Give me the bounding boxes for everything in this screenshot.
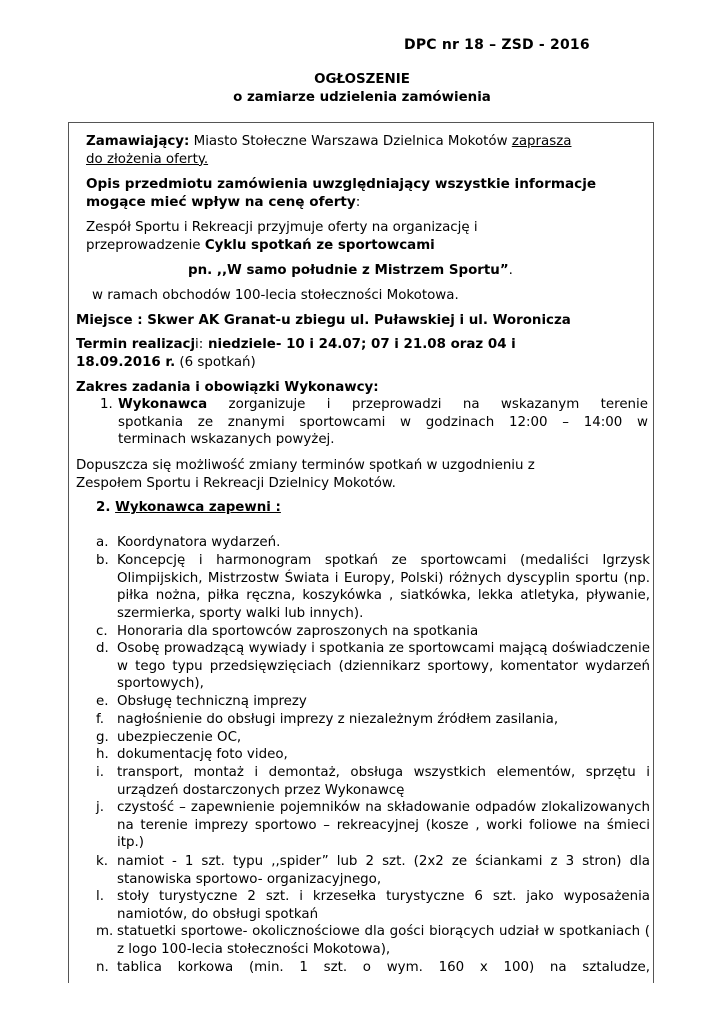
list-item-text: statuetki sportowe- okolicznościowe dla gości biorących udział w spotkaniach ( z logo 100-lecia stołeczności Mokotowa), (117, 924, 650, 957)
list-item (96, 729, 650, 747)
order-description-heading (86, 176, 646, 211)
schedule-dates-2: 18.09.2016 r. (76, 354, 176, 370)
ordering-party-label: Zamawiający: (86, 134, 190, 149)
schedule-label: Termin realizacj (76, 337, 196, 352)
document-number: DPC nr 18 – ZSD - 2016 (404, 37, 590, 53)
scope-item-1-line-2: spotkania ze znanymi sportowcami w godzinach 12:00 – 14:00 w (118, 414, 648, 430)
list-item (96, 923, 650, 958)
list-item (96, 534, 650, 552)
organizer-line-2a: przeprowadzenie (86, 237, 205, 253)
scope-item-1-line-3: terminach wskazanych powyżej. (118, 432, 335, 447)
list-item-text: transport, montaż i demontaż, obsługa wszystkich elementów, sprzętu i urządzeń dostarczonych przez Wykonawcę (117, 765, 650, 798)
organizer-line-1: Zespół Sportu i Rekreacji przyjmuje oferty na organizację i (86, 220, 478, 235)
list-item-label: b. (96, 553, 109, 568)
organizer-paragraph (86, 219, 646, 254)
list-item-text: Koncepcję i harmonogram spotkań ze sportowcami (medaliści Igrzysk Olimpijskich, Mistrzostw Świata i Europy, Polski) różnych dyscyplin sportu (np. piłka nożna, piłka ręczna, koszykówka , siatkówka, lekka atletyka, pływanie, szermierka, sporty walki lub innych). (117, 553, 650, 621)
invite-link-text: zaprasza (511, 134, 572, 149)
scope-heading: Zakres zadania i obowiązki Wykonawcy: (76, 380, 379, 395)
list-item-label: n. (96, 960, 109, 975)
contractor-provides-heading: Wykonawca zapewni : (115, 500, 281, 515)
event-name (188, 262, 513, 280)
list-item-text: dokumentację foto video, (117, 747, 288, 762)
list-item (96, 764, 650, 799)
event-name-dot: . (508, 263, 513, 278)
list-item-label: a. (96, 535, 109, 550)
list-item-text: namiot - 1 szt. typu ,,spider” lub 2 szt. (2x2 ze ściankami z 3 stron) dla stanowiska sportowo- organizacyjnego, (117, 854, 650, 887)
list-item (96, 959, 650, 977)
schedule-count: (6 spotkań) (175, 354, 256, 370)
scope-item-1 (118, 396, 648, 449)
anniversary-text: w ramach obchodów 100-lecia stołeczności Mokotowa. (92, 288, 459, 303)
schedule (76, 336, 646, 371)
contractor-label: Wykonawca (118, 397, 208, 412)
schedule-colon: i: (195, 337, 204, 352)
list-item (96, 746, 650, 764)
list-item-label: d. (96, 641, 109, 656)
scope-item-1-number: 1. (100, 397, 113, 412)
list-item-text: ubezpieczenie OC, (117, 730, 242, 745)
location-text: Miejsce : Skwer AK Granat-u zbiegu ul. Puławskiej i ul. Woronicza (76, 313, 571, 328)
list-item-text: stoły turystyczne 2 szt. i krzesełka turystyczne 6 szt. jako wyposażenia namiotów, do obsługi spotkań (117, 889, 650, 922)
list-item-label: h. (96, 747, 109, 762)
list-item-text: Koordynatora wydarzeń. (117, 535, 281, 550)
list-item-label: f. (96, 712, 104, 727)
offer-submission-text: do złożenia oferty. (86, 151, 209, 167)
list-item (96, 853, 650, 888)
list-item (96, 640, 650, 693)
list-item-text: nagłośnienie do obsługi imprezy z niezależnym źródłem zasilania, (117, 712, 559, 727)
list-item-text: czystość – zapewnienie pojemników na składowanie odpadów zlokalizowanych na terenie imprezy sportowo – rekreacyjnej (kosze , worki foliowe na śmieci itp.) (117, 800, 650, 850)
document-title: OGŁOSZENIE (314, 72, 410, 87)
event-name-text: pn. ,,W samo południe z Mistrzem Sportu” (188, 263, 509, 278)
schedule-dates-1: niedziele- 10 i 24.07; 07 i 21.08 oraz 04 i (203, 337, 516, 352)
list-item-label: g. (96, 730, 109, 745)
ordering-party (86, 133, 646, 168)
scope-item-1-line-1: zorganizuje i przeprowadzi na wskazanym terenie (207, 397, 648, 412)
list-item (96, 799, 650, 852)
list-item-label: e. (96, 694, 109, 709)
ordering-party-text: Miasto Stołeczne Warszawa Dzielnica Mokotów (189, 134, 512, 149)
list-item (96, 552, 650, 622)
description-colon: : (355, 193, 361, 210)
list-item (96, 711, 650, 729)
scope-item-2 (96, 499, 281, 517)
description-line-1: Opis przedmiotu zamówienia uwzględniający wszystkie informacje (86, 176, 597, 192)
list-item-label: l. (96, 889, 104, 904)
list-item-label: c. (96, 624, 108, 639)
date-change-line-2: Zespołem Sportu i Rekreacji Dzielnicy Mokotów. (76, 475, 396, 491)
list-item-text: tablica korkowa (min. 1 szt. o wym. 160 x 100) na sztaludze, (117, 960, 650, 975)
list-item-text: Osobę prowadzącą wywiady i spotkania ze sportowcami mającą doświadczenie w tego typu przedsięwzięciach (dziennikarz sportowy, komentator wydarzeń sportowych), (117, 641, 650, 691)
list-item-label: m. (96, 924, 114, 939)
list-item-text: Honoraria dla sportowców zaproszonych na spotkania (117, 624, 479, 639)
list-item (96, 693, 650, 711)
date-change-line-1: Dopuszcza się możliwość zmiany terminów spotkań w uzgodnieniu z (76, 458, 535, 473)
meeting-cycle-text: Cyklu spotkań ze sportowcami (204, 237, 435, 253)
description-line-2: mogące mieć wpływ na cenę oferty (86, 193, 356, 210)
list-item-text: Obsługę techniczną imprezy (117, 694, 307, 709)
scope-item-2-number: 2. (96, 500, 111, 515)
document-subtitle: o zamiarze udzielenia zamówienia (233, 90, 491, 105)
list-item-label: j. (96, 800, 104, 815)
list-item-label: i. (96, 765, 104, 780)
list-item (96, 623, 650, 641)
list-item (96, 888, 650, 923)
date-change-note (76, 457, 646, 492)
list-item-label: k. (96, 854, 109, 869)
